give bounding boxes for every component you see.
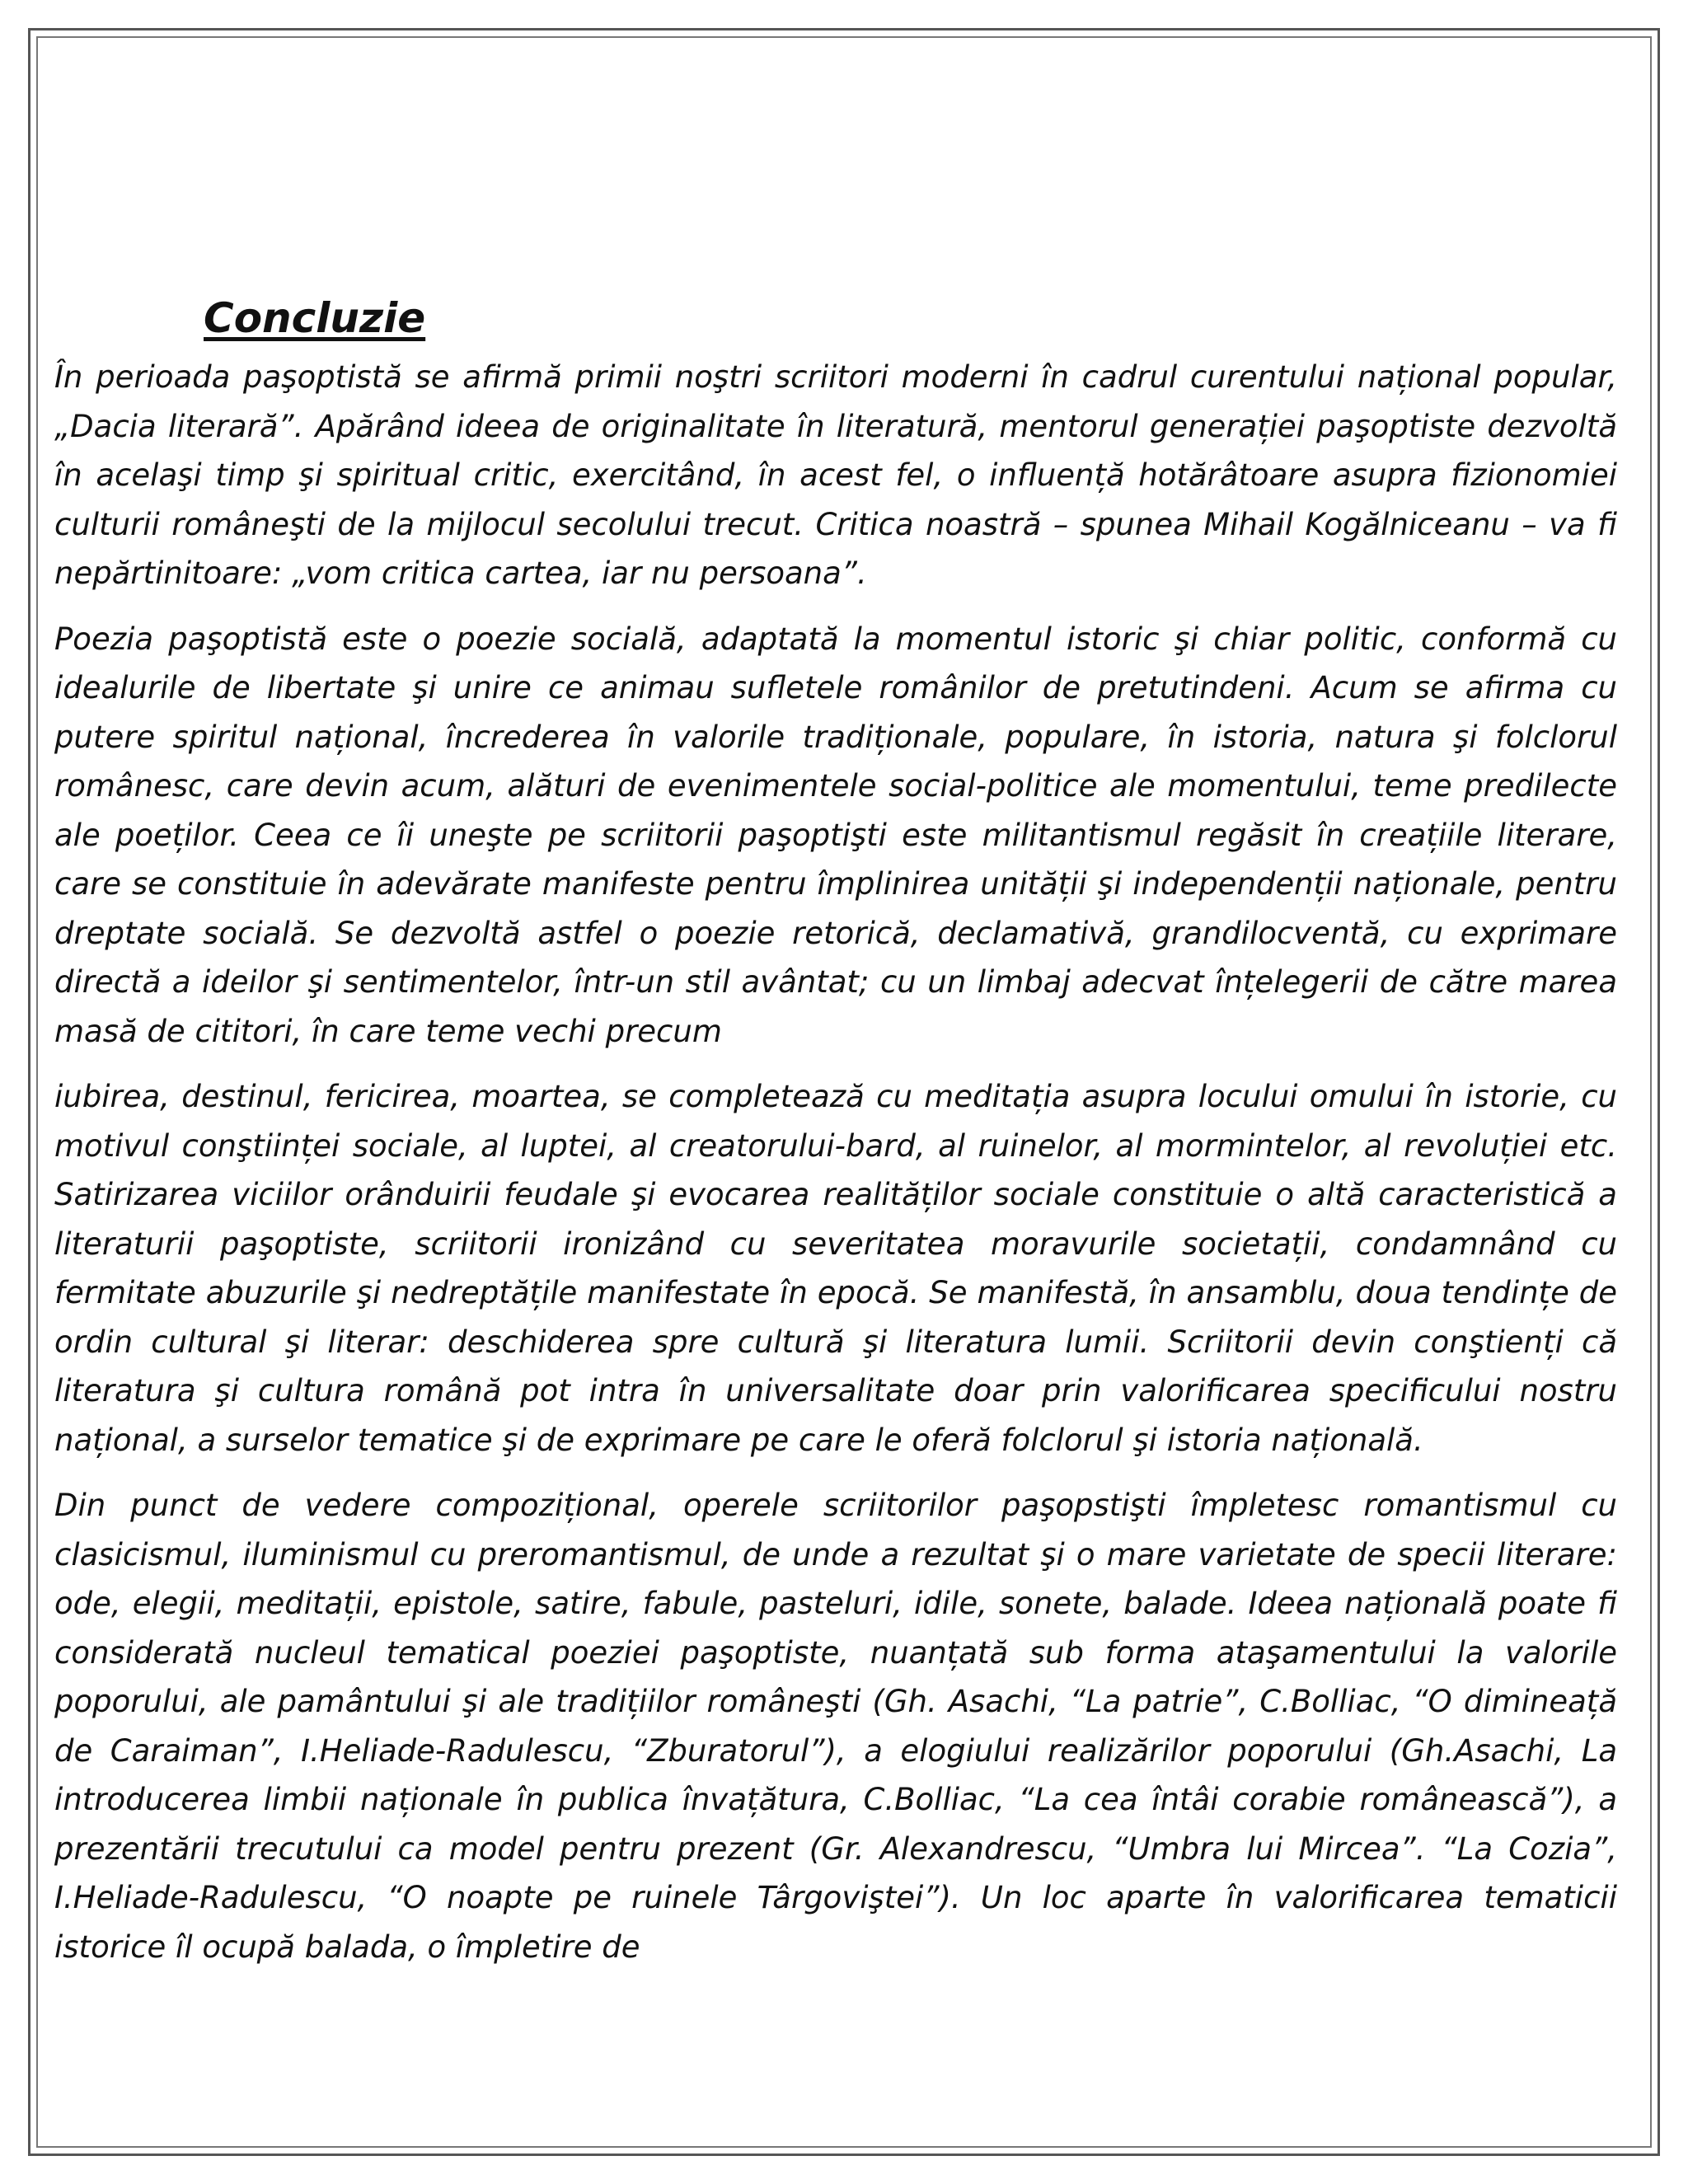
document-title: Concluzie <box>204 294 426 342</box>
paragraph-4: Din punct de vedere compozițional, operele scriitorilor paşopstişti împletesc romantismul cu clasicismul, iluminismul cu preromantismul, de unde a rezultat şi o mare varietate de specii literare: ode, elegii, meditații, epistole, satire, fabule, pasteluri, idile, sonete, balade. Ideea națională poate fi considerată nucleul tematical poeziei paşoptiste, nuanțată sub forma ataşamentului la valorile poporului, ale pamântului şi ale tradițiilor româneşti (Gh. Asachi, “La patrie”, C.Bolliac, “O dimineață de Caraiman”, I.Heliade-Radulescu, “Zburatorul”), a elogiului realizărilor poporului (Gh.Asachi, La introducerea limbii naționale în publica învațătura, C.Bolliac, “La cea întâi corabie românească”), a prezentării trecutului ca model pentru prezent (Gr. Alexandrescu, “Umbra lui Mircea”. “La Cozia”, I.Heliade-Radulescu, “O noapte pe ruinele Târgoviştei”). Un loc aparte în valorificarea tematicii istorice îl ocupă balada, o împletire de <box>54 1488 1617 1965</box>
paragraph-1: În perioada paşoptistă se afirmă primii noştri scriitori moderni în cadrul curentului național popular, „Dacia literară”. Apărând ideea de originalitate în literatură, mentorul generației paşoptiste dezvoltă în acelaşi timp şi spiritual critic, exercitând, în acest fel, o influență hotărâtoare asupra fizionomiei culturii româneşti de la mijlocul secolului trecut. Critica noastră – spunea Mihail Kogălniceanu – va fi nepărtinitoare: „vom critica cartea, iar nu persoana”. <box>54 359 1617 591</box>
paragraph-2: Poezia paşoptistă este o poezie socială, adaptată la momentul istoric şi chiar politic, conformă cu idealurile de libertate şi unire ce animau sufletele românilor de pretutindeni. Acum se afirma cu putere spiritul național, încrederea în valorile tradiționale, populare, în istoria, natura şi folclorul românesc, care devin acum, alături de evenimentele social-politice ale momentului, teme predilecte ale poeților. Ceea ce îi uneşte pe scriitorii paşoptişti este militantismul regăsit în creațiile literare, care se constituie în adevărate manifeste pentru împlinirea unității şi independenții naționale, pentru dreptate socială. Se dezvoltă astfel o poezie retorică, declamativă, grandilocventă, cu exprimare directă a ideilor şi sentimentelor, într-un stil avântat; cu un limbaj adecvat înțelegerii de către marea masă de cititori, în care teme vechi precum <box>54 621 1617 1049</box>
document-body <box>54 288 1617 1988</box>
paragraph-3: iubirea, destinul, fericirea, moartea, se completează cu meditația asupra locului omului în istorie, cu motivul conştiinței sociale, al luptei, al creatorului-bard, al ruinelor, al mormintelor, al revoluției etc. Satirizarea viciilor orânduirii feudale şi evocarea realităților sociale constituie o altă caracteristică a literaturii paşoptiste, scriitorii ironizând cu severitatea moravurile societații, condamnând cu fermitate abuzurile şi nedreptățile manifestate în epocă. Se manifestă, în ansamblu, doua tendințe de ordin cultural şi literar: deschiderea spre cultură şi literatura lumii. Scriitorii devin conştienți că literatura şi cultura română pot intra în universalitate doar prin valorificarea specificului nostru național, a surselor tematice şi de exprimare pe care le oferă folclorul şi istoria națională. <box>54 1079 1617 1458</box>
